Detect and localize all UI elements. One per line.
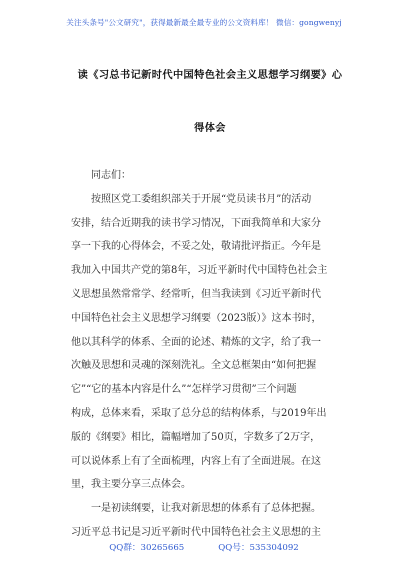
- document-title-line-2: 得体会: [194, 122, 226, 134]
- qq-number-text: QQ号：535304092: [218, 543, 299, 553]
- body-line: 我加入中国共产党的第8年，习近平新时代中国特色社会主: [71, 265, 328, 277]
- body-line: 可以说体系上有了全面梳理，内容上有了全面进展。在这: [71, 455, 321, 467]
- body-line: 里，我主要分享三点体会。: [71, 479, 191, 491]
- body-line: 中国特色社会主义思想学习纲要（2023版）》这本书时，: [71, 312, 322, 324]
- body-line: 构成，总体来看，采取了总分总的结构体系，与2019年出: [71, 407, 327, 419]
- body-line: 它”“它的基本内容是什么”“怎样学习贯彻”三个问题: [71, 384, 297, 396]
- body-line: 义思想虽然常常学、经常听，但当我读到《习近平新时代: [71, 288, 321, 300]
- footer-contact: [0, 541, 408, 553]
- body-line: 安排，结合近期我的读书学习情况，下面我简单和大家分: [71, 217, 321, 229]
- qq-group-text: QQ群：30265665: [109, 543, 185, 553]
- header-promo-note: 关注头条号"公文研究"，获得最新最全最专业的公文资料库！ 微信：gongwenyj: [66, 18, 342, 27]
- body-line: 他以其科学的体系、全面的论述、精炼的文字，给了我一: [71, 336, 321, 348]
- body-line: 按照区党工委组织部关于开展“党员读书月”的活动: [91, 193, 312, 205]
- body-line: 习近平总书记是习近平新时代中国特色社会主义思想的主: [71, 526, 321, 538]
- body-line: 享一下我的心得体会，不妥之处，敬请批评指正。今年是: [71, 241, 321, 253]
- salutation: 同志们：: [91, 170, 131, 181]
- document-body: [71, 164, 348, 545]
- body-line: 版的《纲要》相比，篇幅增加了50页，字数多了2万字，: [71, 431, 321, 443]
- document-title-line-1: 读《习总书记新时代中国特色社会主义思想学习纲要》心: [77, 69, 343, 81]
- body-line: 次触及思想和灵魂的深刻洗礼。全文总框架由“如何把握: [71, 360, 317, 372]
- body-line: 一是初读纲要，让我对新思想的体系有了总体把握。: [91, 503, 321, 515]
